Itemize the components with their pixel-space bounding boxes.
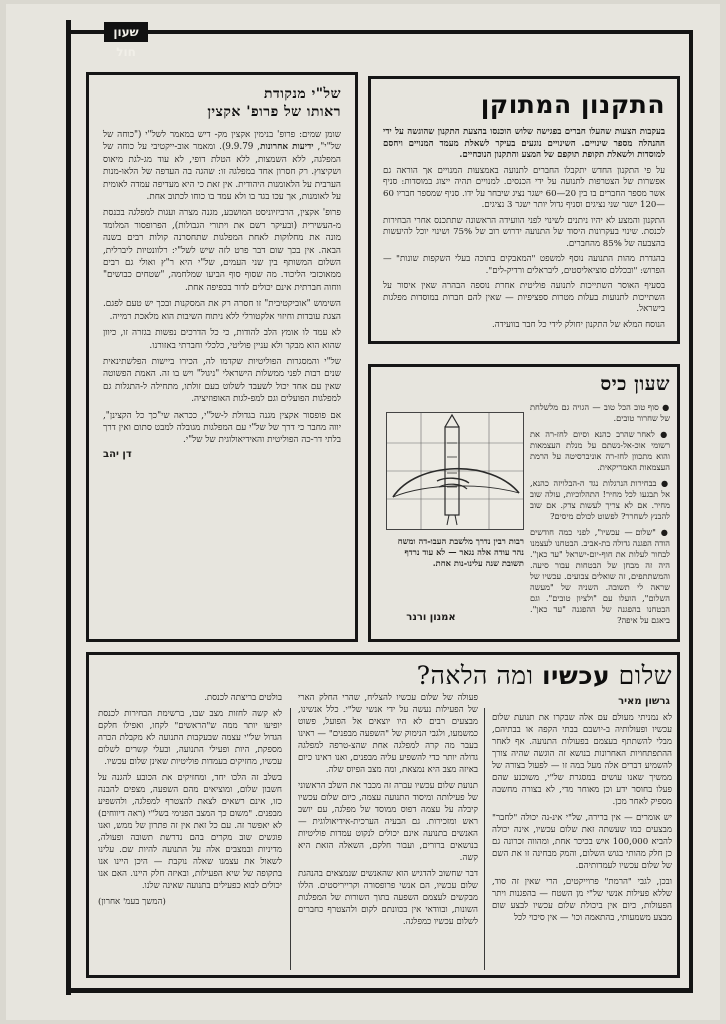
shalom-title <box>310 660 672 692</box>
shalom-column-3 <box>98 692 282 908</box>
sheli-p1-d: , 9.9.79). ומאמר אוב-ייקטיבי על כוחה של המפלגה, ללא השמצות, ללא הטלת דופי, לא עוד מג-לגת מיאוס ושקיצוץ. רק חסרון אחד במפלגה זו: שהגה בה העדפה של הלאו-מנות הערבית על הלאומנות היהודית. אין זאת כי היא מעדיפה עמדה לאומית על לאומנות, אך עכו בגד בו ולא עמד בו כוחו לכתוב אחת. <box>103 142 341 203</box>
kis-item: ● "שלום — עכשיו", לפני כמה חודשים הודה הפגנה גדולה בת-אביב. הבטחנו לעצמנו לבחור לעלות את חוף-יום-ישראל "עד כאן". היה זה מבחן של הבטחות עבור סיעה. והמשתתפים, זה שואלים צבועים. עכשיו של שראה לי תשובה. השניה של "מעשה השלום", הועלו עם "ולציון טובים". וגם הבטחנו בהפגנה של ההפגנה "עד כאן". ביאגם על איפה? <box>530 527 670 625</box>
kis-item-text: סוף טוב הכל טוב — הגויה גם מלשלחת של שחרור טובים. <box>530 402 670 423</box>
sheli-article <box>103 85 341 460</box>
frame-right-rule <box>689 32 693 992</box>
masthead-badge: שעון חול <box>104 22 148 42</box>
tikun-paragraph: על פי התקנון החדש יתקבלו החברים לתנועה באמצעות המנויים אך הוראה גם אפשרות של הצטרפות לתנועה על ידי הכנסים. למנויים תהיה ייצוג במוסדות: סניף אשר מספר החברים בו בין 20—60 ישגר נציג שיבחר על ידו. סניף שמספר חבריו 60—120 ישגר שני נציגים וסניף גדול יותר ישגר 3 נציגים. <box>383 165 665 210</box>
shalom-title-c: ומה הלאה? <box>416 661 542 690</box>
tikun-intro: בעקבות הצעות שהעלו חברים בפגישה שלוש הוכנסו בהצעת התקנון שהוגשה על ידי ההנהלה מספר שינויים. השינויים נוגעים בעיקר לשאלת מעמד המנויים ויחסם למוסדות ולשאלת תקופת תוקפם של המצע והתקנון הנוכחיים. <box>383 127 665 160</box>
sheli-source-name: ידיעות אחרונות <box>260 142 314 153</box>
shalom-paragraph: דבר שחשוב להדגיש הוא שהאנשים שנמצאים בהנהגת שלום עכשיו, הם אנשי פרופסורה וקרייריסטים. הללו מבקשים לעצמם השפעה בתוך השורות של המפלגות השונות, ובוודאי אין בכוונתם לקום ולהצטרף כחברים לשלום עכשיו כמפלגה. <box>298 869 478 927</box>
sheli-signature: דן יהב <box>103 448 132 460</box>
tikun-paragraph: בהגדרת מהות התנועה נוסף למשפט "המאבקים בתוכה בעלי השקפות שונות" — הפרוש: "ובכללם סוציאליסטים, ליבראלים ורדיק-לים". <box>383 254 665 276</box>
sheli-p1-b: דיש במאמר לשל"י ("כוחה של של"י", <box>103 130 342 153</box>
sheli-paragraph <box>103 129 341 203</box>
shalom-author: גרשון מאיר <box>618 696 670 707</box>
frame-left-rule <box>66 20 71 995</box>
shalom-title-a: שלום <box>610 661 672 690</box>
tikun-article-box <box>368 76 680 344</box>
shalom-paragraph: פעולה של שלום עכשיו להצליח, שהרי החלק הארי של הפעילות נעשה על ידי אנשי של"י. כלל אנשינו, מבצעים רבים לא היו יוצאים אל הפועל, פשוט כמשמעו, ולגבי הנימוק של "השפעה מבפנים" — ראינו בעבר מה קרה למפלגה אחת שהצ-טרפה למפלגה גדולה יותר כדי להשפיע עליה מבפנים, ואנו ראינו כיום באיזה מצב היא נמצאת, ומה מצב הפיוס שלה. <box>298 693 478 775</box>
bow-arrow-drawing <box>387 413 523 529</box>
frame-bottom-rule <box>66 988 693 993</box>
sheli-article-box <box>86 72 358 642</box>
tikun-paragraph: התקנון והמצע לא יהיו ניתנים לשינוי לפני הוועידה הראשונה שתתכנס אחרי הבחירות לכנסת. שינוי בעקרונות היסוד של התנועה ידרוש רוב של 75% ושינוי יוכל להיעשות בהצבעה של 85% מהחברים. <box>383 215 665 249</box>
kis-item-text: לאחר שהרב כהנא וסיום לחז-רה את רשומי אוכ-אל-נשתם על מנלת העצמאות והוא מתכוון לחז-רה אוניברסיטה על הרמת העצמאות האמריקאית. <box>530 429 670 472</box>
shalom-paragraph: ובכן, לגבי "הרמת" פרוייקטים, הרי שאין זה סוד, שללא פעילות אנשי של"י מן השטח — בהפגנות ויתר הפעולות, כיום אין ביכולת שלום עכשיו לבצע שום מבצע משמעותי, בהתאמה וכו' — אין סיכוי לכל <box>492 877 672 923</box>
shalom-paragraph: בשלב זה הלכו יחד, ומחזיקים את הכובע להגנה על חשבון שלום, ומוציאים מהם השפעה, מצפים להבנה כזו, אינם רשאים לצאת להצטרף למפלגה, ולהשפיע מבפנים. "משום כך המצב הפנימי בשל"י (ראה דיווחים) לא יאפשר זה. עם כל זאת אין זה פתרון של ממש, ואנו פוגשים שוב מקרים בהם נדרשת תשובה ופעולה, מדיניות ובמצבים אלה על התנועה להיות שם. עלינו לשאול את עצמנו שאלה נוקבת — היכן היינו אנו בתקופה של שיא הפעילות, ובאיזה חלק היינו. האם אנו יכולים לבוא כפעילים בתנועה שאינה שלנו. <box>98 773 282 891</box>
sheli-title-line1: של"י מנקודת <box>264 86 341 102</box>
tikun-paragraph: הנוסח המלא של התקנון יחולק לידי כל חבר בוועידה. <box>492 319 665 330</box>
kis-signature: אמנון ורנר <box>406 612 456 623</box>
shalom-column-2 <box>298 692 478 928</box>
shalom-paragraph: לא נמניתי מעולם עם אלה שבקרו את תנועת שלום עכשיו ופעולותיה ב-יושבם בבתי הקפה או בבתיהם, מבלי להשתתף בעצמם בפעולות התנועה. אף לאחר ההתפתחויות האחרונות בנושא זה הוגשה שהיה צורך להשמיע דברים אלה מעל במה זו — לפעול בצורה של ממשיך שאנו עושים במסגרת של"י, משוכנע שהם פעלו בחוסר ידע וכן מאוחר מדי, לא בצורה מחשבה מספיק לאחר מכן. <box>492 713 672 807</box>
tikun-article <box>383 89 665 331</box>
shalom-column-rule <box>290 708 291 970</box>
shalom-continued-note: (המשך בעמ' אחרון) <box>98 897 166 907</box>
shalom-title-b: עכשיו <box>541 661 611 690</box>
kis-item-text: בבחירות הנרגלות נגד ה-הבלויזה כהנא, אל תבגעו לכל מחיר! התהלוכיות, עולה שוב מחיר. אם לא צריך לעשות צדק. אם שוב להבנץ לשחרר? לפשוט לכולם מיסים? <box>530 478 670 521</box>
shalom-column-rule <box>484 708 485 970</box>
shalom-paragraph: יש אומרים — אין ברירה, של"י אינ-נה יכולה "לחבר" מבצעים כמו שעשתה זאת שלום עכשיו, אינה יכולה להביא 100,000 איש בכיכר אחת, ומהווה זכרונה גם כן חלק מהותי בגוש השלום, והמק מבחינה זו את השם של שלום עכשיו לעמדותיהם. <box>492 813 673 871</box>
sheli-paragraph: של"י והמסגרות הפוליטיות שקדמו לה, הכירו ביישות הפלשתינאית שנים רבות לפני ממשלות הישראלי "ניגול" ויש בו זה. האמת הפשוטה שאין עם אחד יכול לשעבד לשלוט בעם זולתו, מתחילה ל-התגלות גם למפלגות הפועלים וגם למפ-לגות האופוזיציה. <box>103 356 341 405</box>
shalom-paragraph: תנועת שלום עכשיו עברה זה מכבר את השלב הראשוני של פעילותה ומיסוד התנועה עצמה, כיום שלום עכשיו קיבלה על עצמה דפוס ממוסד של מפלגה, עם יושב ראש ומזכירות. גם הבעיה הערכית-אידיאולוגית — האנשים בתנועה אינם יכולים לנקוט עמדות פוליטיות בנושאים ברורים, ועבור חלקם, השאלה הזאת היא קשה. <box>298 781 478 863</box>
tikun-title: התקנון המתוקן <box>480 90 665 119</box>
sheli-p1-a: שומן שמים: פרופ' בנימין אקצין מק- <box>214 130 341 140</box>
sheli-paragraph: לא עמד לו אומץ הלב להודות, כי כל הדרכים נפשות בגזרה זו, כיוון שהוא הוא מבקר ולא עניין פוליטי, כלכלי וחברתי באזורנו. <box>103 328 341 351</box>
cartoon-sketch <box>386 412 524 530</box>
sheli-title-line2: ראותו של פרופ' אקצין <box>207 104 341 120</box>
tikun-paragraph: בסעיף האוסר השתייכות לתנועה פוליטית אחרת נוספה הבהרה שאין איסור על השתייכות לתנועות בעלות מטרות ספציפיות — שאין להם חברות במוסדות מפלגות בישראל. <box>383 281 665 314</box>
shalom-paragraph: לא קשה לחזות מצב שבו, ברשימת הבחירות לכנסת יופיעו יותר ממה ש"הראשים" לקחו, ואפילו חלקם הגדול של"י עצמה שבעקבות התנועה לא מקבלת הכרה מספקת, היות ופעילי התנועה, ובעלי קשרים לשלום עכשיו, מחזיקים בעמדות פוליטיות שאינן שלום עכשיו. <box>98 709 282 767</box>
sheli-paragraph: אם פופסור אקצין מגנה בגדולת ל-של"י, ככראה שי"כך כל הקצינן", יווה מחבר כי דרך של של"י עם המפלגות מגובלה למבט סתום ואין דרך בלתי דר-כה הפוליטית והאידיאולוגית של של"י. <box>103 410 341 446</box>
kis-column <box>530 372 670 626</box>
shalom-paragraph: בולטים בריצתה לכנסת. <box>204 693 282 703</box>
kis-title: שעון כיס <box>600 373 670 395</box>
sheli-paragraph: פרופ' אקצין, הרביזיוניסט המושבע, מגנה מצרה ועגות למפלגה בכנסת מ-העשירית (ובעיקר רשם את ויתורי הגבולות), הפרופסור המלומד מונה את מחלוקות לאחת המפלגות שתחסרנה קולות רבים בשנה הבאה. אין בכך שום דבר פרט לזה שיש לשל"י: רלוונטיות ליברלית, השלום המשותף בין שני העמים, של"י היא ר"ץ ואולי גם רבים ממאוכזבי הליכוד. מה שסוף סוף הביעו שמלחמה, "שטחים כבושים" ווחוה חברתית אינם יכולים לדור בכפיפה אחת. <box>103 208 341 293</box>
kis-item: ● סוף טוב הכל טוב — הגויה גם מלשלחת של שחרור טובים. <box>530 402 670 423</box>
sheli-paragraph: השימוש "אוביקטיבית" זו חסרה רק את המסקנות ובכך יש טעם לפגם. הצגת עובדות וחיזוי אלקטורלי ללא ניתוח השיבות הוא מלאכת רמייה. <box>103 299 341 322</box>
frame-top-rule <box>66 30 693 34</box>
kis-item-text: "שלום — עכשיו", לפני כמה חודשים הודה הפגנה גדולה בת-אביב. הבטחנו לעצמנו לבחור לעלות את חוף-יום-ישראל "עד כאן". היה זה מבחן של הבטחות עבור סיעה. והמשתתפים, זה שואלים צבועים. עכשיו של שראה לי תשובה. השניה של "מעשה השלום", הועלו עם "ולציון טובים". וגם הבטחנו בהפגנה של ההפגנה "עד כאן". ביאגם על איפה? <box>530 527 670 625</box>
shalom-column-1 <box>492 712 672 924</box>
kis-item: ● לאחר שהרב כהנא וסיום לחז-רה את רשומי אוכ-אל-נשתם על מנלת העצמאות והוא מתכוון לחז-רה אוניברסיטה על הרמת העצמאות האמריקאית. <box>530 429 670 472</box>
kis-item: ● בבחירות הנרגלות נגד ה-הבלויזה כהנא, אל תבגעו לכל מחיר! התהלוכיות, עולה שוב מחיר. אם לא צריך לעשות צדק. אם שוב להבנץ לשחרר? לפשוט לכולם מיסים? <box>530 478 670 521</box>
kis-caption: רבות רבין נדרך מלשבת העבו-דה ומשח נהר עודה אלה נגאר — לא עוד נרדף תשובת שנה עלינו-נות אחת. <box>397 536 524 568</box>
